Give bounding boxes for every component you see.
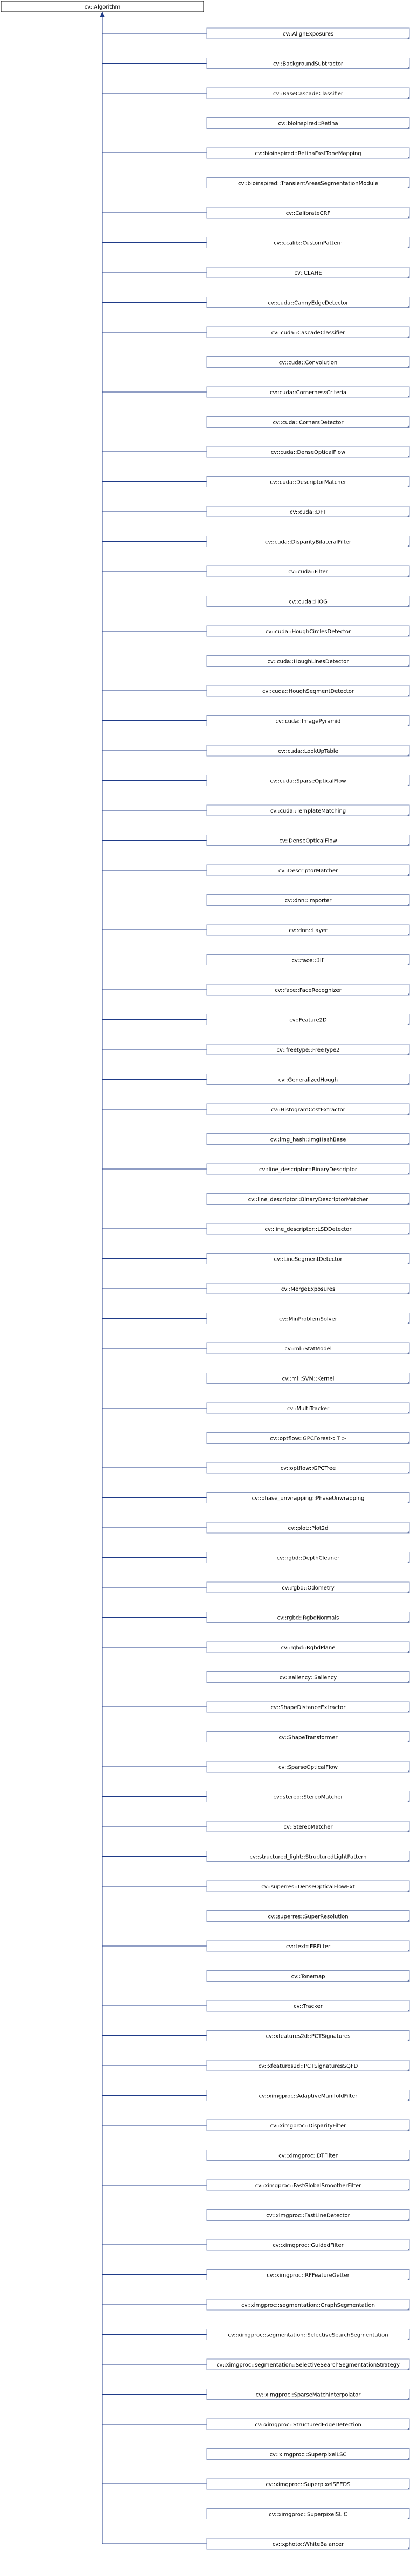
child-label: cv::face::BIF xyxy=(291,957,325,964)
child-node[interactable] xyxy=(102,2120,409,2131)
child-label: cv::Tonemap xyxy=(291,1973,325,1980)
child-label: cv::cuda::CornernessCriteria xyxy=(270,390,346,396)
child-node[interactable] xyxy=(102,1612,409,1623)
child-label: cv::cuda::HoughSegmentDetector xyxy=(262,689,354,695)
child-label: cv::rgbd::RgbdPlane xyxy=(281,1645,336,1651)
child-node[interactable] xyxy=(102,2538,409,2549)
child-label: cv::rgbd::RgbdNormals xyxy=(277,1615,339,1621)
child-label: cv::DenseOpticalFlow xyxy=(279,838,337,844)
child-node[interactable] xyxy=(102,1522,409,1533)
child-label: cv::ximgproc::AdaptiveManifoldFilter xyxy=(259,2093,358,2099)
child-node[interactable] xyxy=(102,1254,409,1264)
child-label: cv::cuda::CannyEdgeDetector xyxy=(268,300,349,306)
child-node[interactable] xyxy=(102,2239,409,2250)
child-node[interactable] xyxy=(102,895,409,906)
child-node[interactable] xyxy=(102,1672,409,1683)
child-label: cv::xfeatures2d::PCTSignaturesSQFD xyxy=(258,2063,358,2069)
child-node[interactable] xyxy=(102,387,409,397)
child-node[interactable] xyxy=(102,237,409,248)
child-label: cv::cuda::HoughLinesDetector xyxy=(267,659,349,665)
trunk-arrowhead xyxy=(100,12,104,17)
child-node[interactable] xyxy=(102,1134,409,1145)
child-label: cv::bioinspired::Retina xyxy=(278,121,338,127)
child-label: cv::GeneralizedHough xyxy=(278,1077,338,1083)
child-node[interactable] xyxy=(102,1313,409,1324)
child-node[interactable] xyxy=(102,2329,409,2340)
child-node[interactable] xyxy=(102,2000,409,2011)
child-node[interactable] xyxy=(102,297,409,308)
child-node[interactable] xyxy=(102,1552,409,1563)
child-node[interactable] xyxy=(102,805,409,816)
child-label: cv::cuda::Convolution xyxy=(278,360,338,366)
child-label: cv::ximgproc::FastLineDetector xyxy=(266,2213,350,2219)
child-node[interactable] xyxy=(102,925,409,935)
child-label: cv::ximgproc::SparseMatchInterpolator xyxy=(255,2392,361,2398)
child-label: cv::ximgproc::DTFilter xyxy=(278,2153,338,2159)
child-label: cv::dnn::Importer xyxy=(284,898,332,904)
child-label: cv::cuda::ImagePyramid xyxy=(275,718,341,725)
child-node[interactable] xyxy=(102,2090,409,2101)
child-label: cv::BaseCascadeClassifier xyxy=(273,91,344,97)
child-label: cv::plot::Plot2d xyxy=(288,1525,329,1531)
child-node[interactable] xyxy=(102,446,409,457)
child-label: cv::ccalib::CustomPattern xyxy=(274,240,343,247)
child-label: cv::HistogramCostExtractor xyxy=(271,1107,345,1113)
child-label: cv::ml::SVM::Kernel xyxy=(282,1376,335,1382)
root-node[interactable] xyxy=(1,1,204,12)
child-label: cv::ximgproc::SuperpixelLSC xyxy=(269,2452,347,2458)
child-label: cv::phase_unwrapping::PhaseUnwrapping xyxy=(252,1495,365,1502)
child-label: cv::line_descriptor::BinaryDescriptorMatcher xyxy=(248,1196,368,1203)
child-label: cv::rgbd::Odometry xyxy=(282,1585,335,1591)
child-node[interactable] xyxy=(102,566,409,577)
child-node[interactable] xyxy=(102,1881,409,1892)
child-label: cv::superres::SuperResolution xyxy=(268,1914,349,1920)
child-label: cv::ximgproc::segmentation::SelectiveSearchSegmentation xyxy=(228,2332,388,2339)
child-label: cv::MergeExposures xyxy=(281,1286,336,1292)
child-node[interactable] xyxy=(102,1104,409,1115)
child-node[interactable] xyxy=(102,2150,409,2161)
root-label: cv::Algorithm xyxy=(84,4,121,10)
child-node[interactable] xyxy=(102,267,409,278)
child-node[interactable] xyxy=(102,1433,409,1444)
child-node[interactable] xyxy=(102,1493,409,1503)
child-label: cv::CLAHE xyxy=(294,270,322,276)
child-label: cv::ximgproc::segmentation::GraphSegmentation xyxy=(241,2302,375,2308)
child-label: cv::Feature2D xyxy=(289,1017,327,1024)
child-node[interactable] xyxy=(102,984,409,995)
child-node[interactable] xyxy=(102,178,409,188)
child-node[interactable] xyxy=(102,1702,409,1712)
child-node[interactable] xyxy=(102,417,409,428)
child-label: cv::rgbd::DepthCleaner xyxy=(276,1555,340,1562)
child-node[interactable] xyxy=(102,1194,409,1205)
child-label: cv::cuda::CornersDetector xyxy=(273,419,344,426)
child-label: cv::line_descriptor::BinaryDescriptor xyxy=(259,1167,357,1173)
child-label: cv::img_hash::ImgHashBase xyxy=(270,1137,346,1143)
child-node[interactable] xyxy=(102,1164,409,1174)
child-label: cv::CalibrateCRF xyxy=(285,211,331,216)
child-node[interactable] xyxy=(102,2060,409,2071)
child-node[interactable] xyxy=(102,477,409,487)
child-label: cv::line_descriptor::LSDDetector xyxy=(264,1227,352,1233)
child-label: cv::cuda::LookUpTable xyxy=(278,748,338,754)
child-node[interactable] xyxy=(102,1283,409,1294)
child-node[interactable] xyxy=(102,1761,409,1772)
child-label: cv::cuda::DenseOpticalFlow xyxy=(270,450,346,456)
child-node[interactable] xyxy=(102,955,409,965)
child-label: cv::cuda::HoughCirclesDetector xyxy=(265,629,351,635)
child-node[interactable] xyxy=(102,1821,409,1832)
child-node[interactable] xyxy=(102,596,409,607)
child-label: cv::cuda::HOG xyxy=(289,599,328,605)
child-label: cv::ximgproc::StructuredEdgeDetection xyxy=(255,2422,361,2428)
child-node[interactable] xyxy=(102,1732,409,1742)
child-node[interactable] xyxy=(102,2210,409,2221)
child-label: cv::cuda::DisparityBilateralFilter xyxy=(265,539,351,545)
child-label: cv::cuda::CascadeClassifier xyxy=(271,330,345,336)
child-node[interactable] xyxy=(102,1403,409,1413)
child-node[interactable] xyxy=(102,716,409,726)
child-node[interactable] xyxy=(102,1851,409,1862)
child-label: cv::ximgproc::DisparityFilter xyxy=(270,2123,346,2129)
child-node[interactable] xyxy=(102,1074,409,1085)
child-node[interactable] xyxy=(102,775,409,786)
child-node[interactable] xyxy=(102,327,409,338)
child-node[interactable] xyxy=(102,2031,409,2041)
child-node[interactable] xyxy=(102,1223,409,1234)
child-node[interactable] xyxy=(102,506,409,517)
child-node[interactable] xyxy=(102,2509,409,2519)
child-node[interactable] xyxy=(102,118,409,129)
child-label: cv::MultiTracker xyxy=(287,1406,330,1412)
child-node[interactable] xyxy=(102,835,409,846)
child-node[interactable] xyxy=(102,1044,409,1055)
child-label: cv::MinProblemSolver xyxy=(279,1316,337,1322)
child-label: cv::xphoto::WhiteBalancer xyxy=(272,2542,344,2547)
child-label: cv::freetype::FreeType2 xyxy=(276,1047,340,1053)
child-node[interactable] xyxy=(102,148,409,158)
child-node[interactable] xyxy=(102,58,409,69)
child-node[interactable] xyxy=(102,2359,409,2370)
child-node[interactable] xyxy=(102,28,409,39)
child-label: cv::ximgproc::SuperpixelSEEDS xyxy=(266,2482,351,2488)
child-label: cv::ximgproc::segmentation::SelectiveSearchSegmentationStrategy xyxy=(216,2362,400,2368)
child-label: cv::cuda::Filter xyxy=(288,569,328,575)
child-node[interactable] xyxy=(102,626,409,636)
child-node[interactable] xyxy=(102,1343,409,1354)
child-label: cv::LineSegmentDetector xyxy=(274,1256,343,1263)
child-label: cv::ximgproc::FastGlobalSmootherFilter xyxy=(255,2183,361,2189)
child-label: cv::optflow::GPCTree xyxy=(280,1466,336,1472)
child-node[interactable] xyxy=(102,865,409,876)
child-label: cv::Tracker xyxy=(294,2004,323,2010)
child-node[interactable] xyxy=(102,1014,409,1025)
child-label: cv::DescriptorMatcher xyxy=(278,868,338,874)
child-label: cv::bioinspired::TransientAreasSegmentationModule xyxy=(238,180,378,187)
child-label: cv::superres::DenseOpticalFlowExt xyxy=(261,1884,355,1890)
child-node[interactable] xyxy=(102,745,409,756)
child-label: cv::ShapeDistanceExtractor xyxy=(270,1705,346,1711)
child-node[interactable] xyxy=(102,2270,409,2280)
child-node[interactable] xyxy=(102,2299,409,2310)
child-label: cv::ximgproc::GuidedFilter xyxy=(273,2243,344,2249)
child-node[interactable] xyxy=(102,1642,409,1653)
child-node[interactable] xyxy=(102,357,409,368)
child-label: cv::xfeatures2d::PCTSignatures xyxy=(266,2033,351,2040)
child-label: cv::cuda::SparseOpticalFlow xyxy=(270,778,346,785)
child-label: cv::SparseOpticalFlow xyxy=(278,1765,338,1770)
child-node[interactable] xyxy=(102,685,409,696)
child-label: cv::saliency::Saliency xyxy=(279,1675,337,1681)
child-node[interactable] xyxy=(102,1373,409,1384)
child-node[interactable] xyxy=(102,1911,409,1922)
child-label: cv::dnn::Layer xyxy=(289,928,328,934)
child-node[interactable] xyxy=(102,2479,409,2489)
child-node[interactable] xyxy=(102,1971,409,1982)
child-label: cv::ml::StatModel xyxy=(284,1346,332,1352)
child-label: cv::cuda::DescriptorMatcher xyxy=(270,479,346,486)
child-label: cv::BackgroundSubtractor xyxy=(273,61,344,67)
child-label: cv::cuda::DFT xyxy=(289,509,327,515)
child-label: cv::ximgproc::SuperpixelSLIC xyxy=(269,2511,347,2518)
child-label: cv::text::ERFilter xyxy=(285,1944,331,1950)
child-node[interactable] xyxy=(102,2419,409,2430)
child-label: cv::stereo::StereoMatcher xyxy=(273,1794,343,1801)
child-node[interactable] xyxy=(102,1462,409,1473)
child-node[interactable] xyxy=(102,88,409,99)
child-node[interactable] xyxy=(102,656,409,667)
child-label: cv::cuda::TemplateMatching xyxy=(270,808,346,814)
child-node[interactable] xyxy=(102,2389,409,2400)
child-node[interactable] xyxy=(102,2449,409,2460)
child-label: cv::face::FaceRecognizer xyxy=(275,988,342,993)
child-node[interactable] xyxy=(102,1582,409,1593)
child-label: cv::structured_light::StructuredLightPattern xyxy=(249,1854,367,1860)
child-node[interactable] xyxy=(102,207,409,218)
child-node-list xyxy=(102,28,409,2549)
child-label: cv::ShapeTransformer xyxy=(278,1734,338,1741)
child-node[interactable] xyxy=(102,536,409,547)
child-label: cv::optflow::GPCForest< T > xyxy=(270,1436,346,1442)
child-label: cv::ximgproc::RFFeatureGetter xyxy=(267,2272,350,2279)
child-label: cv::StereoMatcher xyxy=(283,1824,333,1830)
child-label: cv::AlignExposures xyxy=(282,31,334,37)
child-node[interactable] xyxy=(102,2180,409,2190)
child-node[interactable] xyxy=(102,1791,409,1802)
child-node[interactable] xyxy=(102,1941,409,1951)
child-label: cv::bioinspired::RetinaFastToneMapping xyxy=(255,151,361,157)
